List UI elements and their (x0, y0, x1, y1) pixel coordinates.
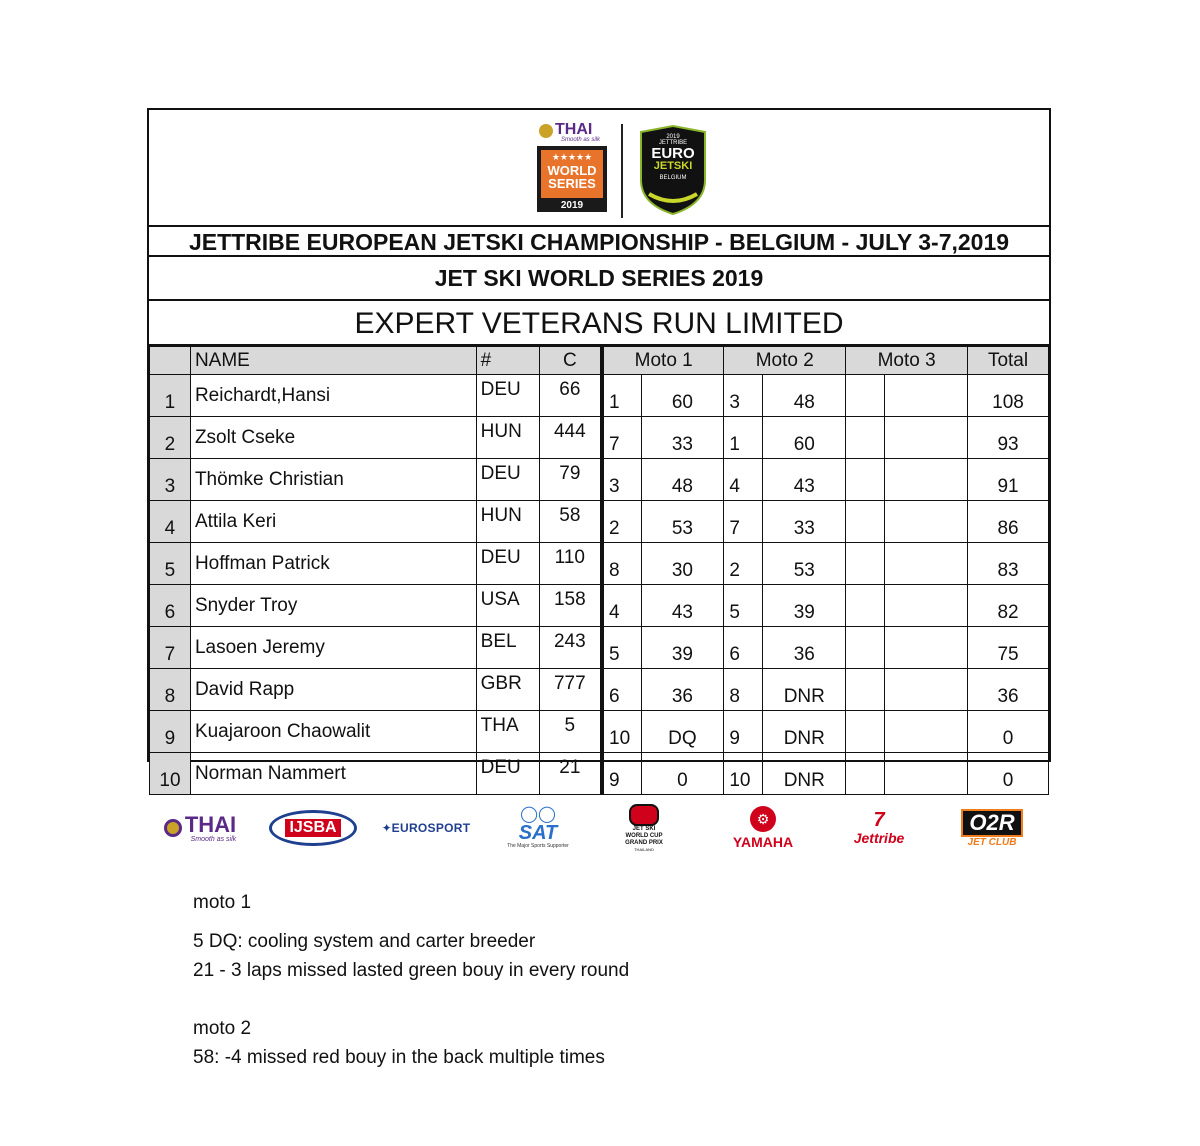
cell-m2v: 53 (763, 543, 846, 585)
cell-m3p (846, 711, 885, 753)
logo-divider (621, 124, 623, 218)
cell-m1p: 9 (602, 753, 641, 795)
cell-m3v (885, 375, 968, 417)
note-line: 58: -4 missed red bouy in the back multiple times (193, 1047, 605, 1068)
cell-m1v: 33 (641, 417, 724, 459)
note-line: 21 - 3 laps missed lasted green bouy in every round (193, 960, 630, 981)
results-sheet (147, 108, 1051, 791)
col-nat: # (476, 347, 539, 375)
cell-total: 86 (968, 501, 1049, 543)
col-moto2: Moto 2 (724, 347, 846, 375)
cell-name: Lasoen Jeremy (190, 627, 476, 669)
cell-m3p (846, 627, 885, 669)
cell-nat: GBR (476, 669, 539, 711)
badge-line-1: WORLD (547, 163, 597, 178)
cell-num: 66 (539, 375, 602, 417)
cell-m1p: 10 (602, 711, 641, 753)
cell-total: 75 (968, 627, 1049, 669)
cell-name: Hoffman Patrick (190, 543, 476, 585)
cell-total: 93 (968, 417, 1049, 459)
cell-nat: DEU (476, 543, 539, 585)
cell-m3p (846, 501, 885, 543)
cell-rank: 9 (150, 711, 191, 753)
cell-num: 110 (539, 543, 602, 585)
badge-line-2: SERIES (548, 176, 596, 191)
tuning-fork-icon: ⚙ (750, 806, 776, 832)
col-num: C (539, 347, 602, 375)
jettribe-mark-icon: 7 (873, 809, 885, 831)
cell-m3p (846, 585, 885, 627)
cell-num: 777 (539, 669, 602, 711)
cell-m2p: 1 (724, 417, 763, 459)
cell-m2p: 5 (724, 585, 763, 627)
cell-name: Norman Nammert (190, 753, 476, 795)
cell-total: 36 (968, 669, 1049, 711)
cell-rank: 5 (150, 543, 191, 585)
class-title: EXPERT VETERANS RUN LIMITED (149, 301, 1049, 346)
cell-nat: THA (476, 711, 539, 753)
cell-m2p: 9 (724, 711, 763, 753)
cell-m2p: 2 (724, 543, 763, 585)
cell-m1p: 4 (602, 585, 641, 627)
cell-m3v (885, 459, 968, 501)
cell-m1v: 60 (641, 375, 724, 417)
cell-rank: 4 (150, 501, 191, 543)
sponsor-ijsba-logo: IJSBA (266, 798, 360, 858)
cell-m2p: 4 (724, 459, 763, 501)
cell-rank: 3 (150, 459, 191, 501)
cell-nat: USA (476, 585, 539, 627)
cell-name: Reichardt,Hansi (190, 375, 476, 417)
table-row (150, 627, 1049, 669)
cell-nat: DEU (476, 753, 539, 795)
thai-orchid-icon (539, 124, 553, 138)
sponsor-thai-logo: THAI Smooth as silk (154, 798, 246, 858)
cell-m3p (846, 417, 885, 459)
cell-rank: 1 (150, 375, 191, 417)
thai-tagline: Smooth as silk (561, 137, 601, 143)
euro-brand: JETTRIBE (658, 140, 688, 146)
cell-m1v: 53 (641, 501, 724, 543)
cell-m2p: 6 (724, 627, 763, 669)
thai-wordmark: THAI (555, 121, 593, 138)
cell-total: 0 (968, 753, 1049, 795)
cell-m2v: 60 (763, 417, 846, 459)
cell-total: 0 (968, 711, 1049, 753)
cell-rank: 2 (150, 417, 191, 459)
cell-total: 91 (968, 459, 1049, 501)
cell-m2v: DNR (763, 753, 846, 795)
cell-m1v: 43 (641, 585, 724, 627)
cell-m1p: 2 (602, 501, 641, 543)
cell-m3p (846, 459, 885, 501)
cell-total: 82 (968, 585, 1049, 627)
notes (193, 888, 629, 1072)
euro-jetski-logo (637, 124, 709, 216)
sponsor-strip (150, 798, 1050, 858)
cell-m3v (885, 753, 968, 795)
note-line: 5 DQ: cooling system and carter breeder (193, 931, 536, 952)
cell-rank: 7 (150, 627, 191, 669)
col-total: Total (968, 347, 1049, 375)
cell-m2p: 8 (724, 669, 763, 711)
cell-nat: DEU (476, 459, 539, 501)
col-moto3: Moto 3 (846, 347, 968, 375)
cell-m3v (885, 501, 968, 543)
cell-m3v (885, 543, 968, 585)
cell-m3p (846, 669, 885, 711)
cell-num: 243 (539, 627, 602, 669)
cell-m2v: 43 (763, 459, 846, 501)
cell-rank: 8 (150, 669, 191, 711)
sponsor-worldcup-logo: JET SKI WORLD CUP GRAND PRIX THAILAND (614, 798, 674, 858)
world-series-logo: THAI Smooth as silk ★★★★★ WORLD SERIES 2019 (537, 122, 607, 218)
badge-year: 2019 (560, 200, 584, 211)
cell-nat: BEL (476, 627, 539, 669)
cell-m1p: 7 (602, 417, 641, 459)
cell-num: 58 (539, 501, 602, 543)
cell-m3v (885, 711, 968, 753)
cell-name: Zsolt Cseke (190, 417, 476, 459)
cell-m1v: 36 (641, 669, 724, 711)
table-row (150, 543, 1049, 585)
cell-m1p: 1 (602, 375, 641, 417)
table-row (150, 753, 1049, 795)
worldcup-emblem-icon (629, 804, 659, 826)
cell-nat: HUN (476, 417, 539, 459)
cell-name: Attila Keri (190, 501, 476, 543)
orchid-icon (164, 819, 182, 837)
col-moto1: Moto 1 (602, 347, 724, 375)
cell-num: 79 (539, 459, 602, 501)
cell-m3p (846, 753, 885, 795)
sponsor-jettribe-logo: 7 Jettribe (853, 809, 905, 846)
note-line: moto 2 (193, 1018, 252, 1039)
cell-m2v: DNR (763, 669, 846, 711)
cell-m2p: 10 (724, 753, 763, 795)
cell-m1v: 39 (641, 627, 724, 669)
table-row (150, 459, 1049, 501)
cell-m1p: 8 (602, 543, 641, 585)
euro-year: 2019 (666, 134, 680, 140)
table-row (150, 417, 1049, 459)
table-row (150, 669, 1049, 711)
cell-m1p: 3 (602, 459, 641, 501)
euro-line-1: EURO (651, 145, 695, 162)
cell-num: 21 (539, 753, 602, 795)
note-line (193, 985, 629, 1014)
cell-m1p: 5 (602, 627, 641, 669)
rings-icon: ◯◯ (520, 806, 556, 823)
cell-name: Snyder Troy (190, 585, 476, 627)
cell-name: Thömke Christian (190, 459, 476, 501)
cell-num: 5 (539, 711, 602, 753)
cell-m2p: 3 (724, 375, 763, 417)
sponsor-yamaha-logo: ⚙ YAMAHA (724, 798, 802, 858)
event-title: JETTRIBE EUROPEAN JETSKI CHAMPIONSHIP - BELGIUM - JULY 3-7,2019 (149, 227, 1049, 257)
cell-m2v: 36 (763, 627, 846, 669)
cell-m3p (846, 543, 885, 585)
col-name: NAME (190, 347, 476, 375)
sponsor-eurosport-logo: ✦ EUROSPORT (381, 821, 471, 835)
cell-m3p (846, 375, 885, 417)
col-rank (150, 347, 191, 375)
cell-m3v (885, 585, 968, 627)
cell-m1p: 6 (602, 669, 641, 711)
table-row (150, 711, 1049, 753)
cell-m3v (885, 669, 968, 711)
cell-nat: HUN (476, 501, 539, 543)
cell-m1v: DQ (641, 711, 724, 753)
cell-m2v: 33 (763, 501, 846, 543)
series-title: JET SKI WORLD SERIES 2019 (149, 257, 1049, 301)
table-header-row (150, 347, 1049, 375)
cell-total: 108 (968, 375, 1049, 417)
star-icon: ✦ (381, 821, 392, 835)
cell-rank: 6 (150, 585, 191, 627)
note-line: moto 1 (193, 892, 252, 913)
cell-m1v: 48 (641, 459, 724, 501)
results-table (149, 346, 1049, 795)
cell-name: David Rapp (190, 669, 476, 711)
euro-line-2: JETSKI (653, 160, 693, 172)
cell-rank: 10 (150, 753, 191, 795)
cell-nat: DEU (476, 375, 539, 417)
cell-m3v (885, 417, 968, 459)
sponsor-sat-logo: ◯◯ SAT The Major Sports Supporter (507, 806, 569, 849)
cell-m2v: DNR (763, 711, 846, 753)
cell-num: 158 (539, 585, 602, 627)
cell-m2p: 7 (724, 501, 763, 543)
cell-m1v: 0 (641, 753, 724, 795)
cell-num: 444 (539, 417, 602, 459)
logo-header (149, 110, 1049, 227)
cell-m2v: 48 (763, 375, 846, 417)
table-row (150, 585, 1049, 627)
sponsor-o2r-logo: O2R JET CLUB (946, 798, 1038, 858)
table-row (150, 375, 1049, 417)
cell-m2v: 39 (763, 585, 846, 627)
cell-name: Kuajaroon Chaowalit (190, 711, 476, 753)
table-row (150, 501, 1049, 543)
cell-total: 83 (968, 543, 1049, 585)
euro-place: BELGIUM (659, 175, 687, 181)
cell-m3v (885, 627, 968, 669)
cell-m1v: 30 (641, 543, 724, 585)
